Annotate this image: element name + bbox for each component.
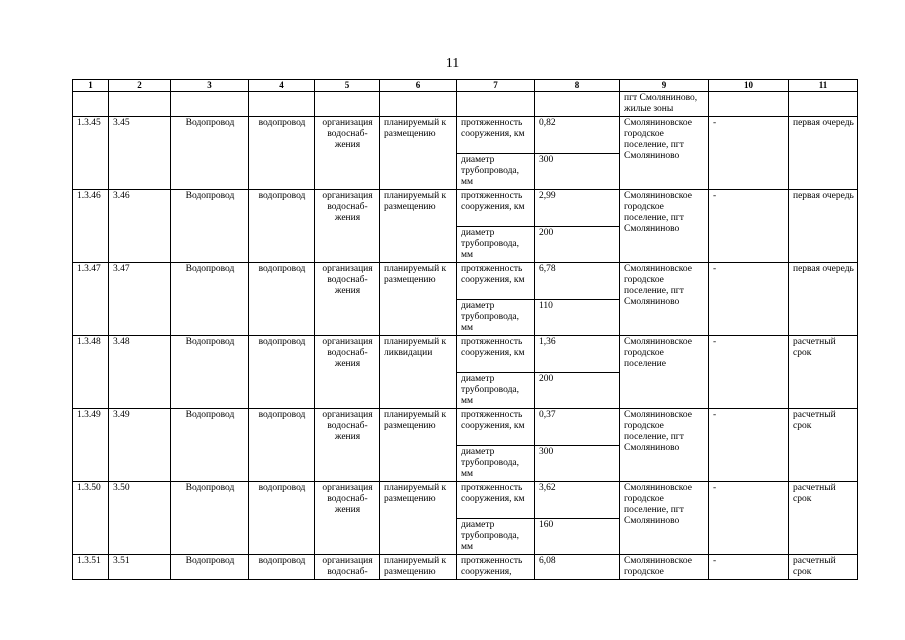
object-name: Водопровод <box>171 409 249 482</box>
cell <box>709 92 789 117</box>
value-diameter: 200 <box>535 227 620 263</box>
zone-cell: - <box>709 555 789 580</box>
location-cell: Смоляниновское городское <box>620 555 709 580</box>
column-header: 6 <box>380 80 457 92</box>
location-cell: Смоляниновское городское поселение, пгт Смоляниново <box>620 117 709 190</box>
stage-cell: расчетный срок <box>789 409 858 482</box>
object-purpose: организация водоснаб-жения <box>315 409 380 482</box>
column-header: 10 <box>709 80 789 92</box>
zone-cell: - <box>709 263 789 336</box>
reference-number: 3.47 <box>109 263 171 336</box>
cell <box>535 92 620 117</box>
value-diameter: 200 <box>535 373 620 409</box>
parameter-length: протяженность сооружения, км <box>457 117 535 154</box>
object-name: Водопровод <box>171 117 249 190</box>
location-cell: Смоляниновское городское поселение, пгт Смоляниново <box>620 409 709 482</box>
parameter-length: протяженность сооружения, км <box>457 190 535 227</box>
cell <box>73 92 109 117</box>
zone-cell: - <box>709 190 789 263</box>
parameter-length: протяженность сооружения, <box>457 555 535 580</box>
object-kind: водопровод <box>249 409 315 482</box>
location-cell: Смоляниновское городское поселение, пгт Смоляниново <box>620 482 709 555</box>
value-length: 3,62 <box>535 482 620 519</box>
value-diameter: 300 <box>535 446 620 482</box>
value-length: 6,78 <box>535 263 620 300</box>
table-row <box>73 190 858 227</box>
column-header: 11 <box>789 80 858 92</box>
row-number: 1.3.47 <box>73 263 109 336</box>
stage-cell: первая очередь <box>789 190 858 263</box>
parameter-length: протяженность сооружения, км <box>457 409 535 446</box>
stage-cell: расчетный срок <box>789 336 858 409</box>
reference-number: 3.50 <box>109 482 171 555</box>
table-row <box>73 482 858 519</box>
zone-cell: - <box>709 482 789 555</box>
header-row <box>73 80 858 92</box>
object-status: планируемый к размещению <box>380 190 457 263</box>
stage-cell: расчетный срок <box>789 482 858 555</box>
cell <box>380 92 457 117</box>
cell <box>109 92 171 117</box>
object-status: планируемый к размещению <box>380 409 457 482</box>
registry-table <box>72 79 858 580</box>
parameter-diameter: диаметр трубопровода, мм <box>457 373 535 409</box>
table-row <box>73 555 858 580</box>
stage-cell: первая очередь <box>789 117 858 190</box>
page-number: 11 <box>445 56 460 71</box>
zone-cell: - <box>709 409 789 482</box>
row-number: 1.3.51 <box>73 555 109 580</box>
table-row <box>73 336 858 373</box>
object-name: Водопровод <box>171 555 249 580</box>
parameter-length: протяженность сооружения, км <box>457 482 535 519</box>
object-purpose: организация водоснаб-жения <box>315 117 380 190</box>
value-length: 6,08 <box>535 555 620 580</box>
object-purpose: организация водоснаб- <box>315 555 380 580</box>
column-header: 7 <box>457 80 535 92</box>
object-name: Водопровод <box>171 336 249 409</box>
location-cell: пгт Смоляниново, жилые зоны <box>620 92 709 117</box>
object-status: планируемый к ликвидации <box>380 336 457 409</box>
object-name: Водопровод <box>171 190 249 263</box>
cell <box>249 92 315 117</box>
object-name: Водопровод <box>171 482 249 555</box>
object-purpose: организация водоснаб-жения <box>315 263 380 336</box>
row-number: 1.3.50 <box>73 482 109 555</box>
parameter-diameter: диаметр трубопровода, мм <box>457 300 535 336</box>
parameter-diameter: диаметр трубопровода, мм <box>457 446 535 482</box>
location-cell: Смоляниновское городское поселение <box>620 336 709 409</box>
object-status: планируемый к размещению <box>380 117 457 190</box>
object-kind: водопровод <box>249 482 315 555</box>
column-header: 4 <box>249 80 315 92</box>
value-diameter: 110 <box>535 300 620 336</box>
zone-cell: - <box>709 336 789 409</box>
row-number: 1.3.45 <box>73 117 109 190</box>
table-row <box>73 117 858 154</box>
cell <box>789 92 858 117</box>
object-status: планируемый к размещению <box>380 555 457 580</box>
parameter-diameter: диаметр трубопровода, мм <box>457 227 535 263</box>
value-length: 0,37 <box>535 409 620 446</box>
value-length: 0,82 <box>535 117 620 154</box>
value-diameter: 160 <box>535 519 620 555</box>
object-kind: водопровод <box>249 263 315 336</box>
object-kind: водопровод <box>249 555 315 580</box>
object-name: Водопровод <box>171 263 249 336</box>
parameter-length: протяженность сооружения, км <box>457 336 535 373</box>
reference-number: 3.48 <box>109 336 171 409</box>
parameter-diameter: диаметр трубопровода, мм <box>457 519 535 555</box>
object-status: планируемый к размещению <box>380 482 457 555</box>
object-kind: водопровод <box>249 117 315 190</box>
cell <box>315 92 380 117</box>
cell <box>171 92 249 117</box>
column-header: 5 <box>315 80 380 92</box>
stage-cell: расчетный срок <box>789 555 858 580</box>
object-purpose: организация водоснаб-жения <box>315 336 380 409</box>
reference-number: 3.45 <box>109 117 171 190</box>
object-purpose: организация водоснаб-жения <box>315 190 380 263</box>
reference-number: 3.46 <box>109 190 171 263</box>
table-row <box>73 409 858 446</box>
column-header: 2 <box>109 80 171 92</box>
row-number: 1.3.48 <box>73 336 109 409</box>
column-header: 3 <box>171 80 249 92</box>
column-header: 1 <box>73 80 109 92</box>
row-number: 1.3.46 <box>73 190 109 263</box>
cell <box>457 92 535 117</box>
object-kind: водопровод <box>249 336 315 409</box>
row-number: 1.3.49 <box>73 409 109 482</box>
object-status: планируемый к размещению <box>380 263 457 336</box>
reference-number: 3.49 <box>109 409 171 482</box>
column-header: 9 <box>620 80 709 92</box>
value-diameter: 300 <box>535 154 620 190</box>
reference-number: 3.51 <box>109 555 171 580</box>
parameter-length: протяженность сооружения, км <box>457 263 535 300</box>
column-header: 8 <box>535 80 620 92</box>
value-length: 1,36 <box>535 336 620 373</box>
zone-cell: - <box>709 117 789 190</box>
location-cell: Смоляниновское городское поселение, пгт Смоляниново <box>620 263 709 336</box>
table-row <box>73 263 858 300</box>
object-purpose: организация водоснаб-жения <box>315 482 380 555</box>
location-cell: Смоляниновское городское поселение, пгт Смоляниново <box>620 190 709 263</box>
continuation-row <box>73 92 858 117</box>
parameter-diameter: диаметр трубопровода, мм <box>457 154 535 190</box>
stage-cell: первая очередь <box>789 263 858 336</box>
object-kind: водопровод <box>249 190 315 263</box>
value-length: 2,99 <box>535 190 620 227</box>
